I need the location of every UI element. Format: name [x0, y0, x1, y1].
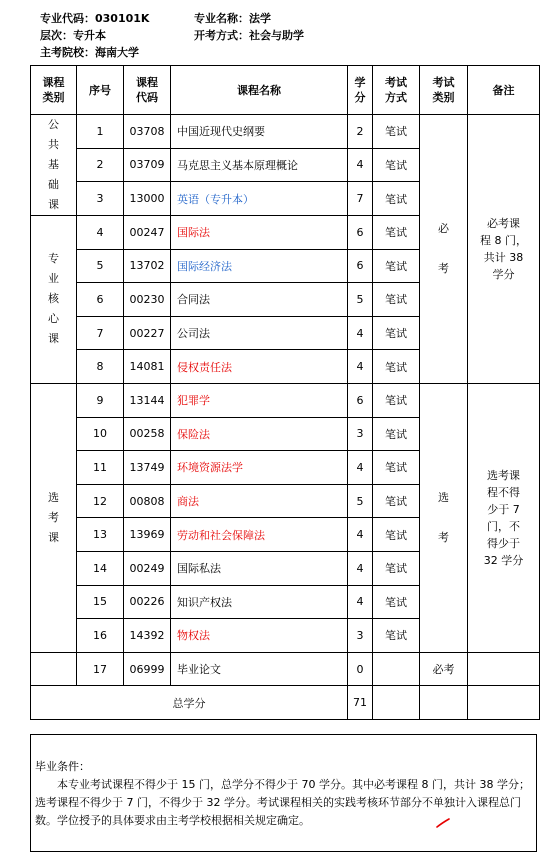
col-name: 课程名称 [171, 66, 348, 115]
seq-cell: 14 [77, 551, 124, 585]
code-cell: 00258 [124, 417, 171, 451]
method-cell: 笔试 [373, 518, 420, 552]
seq-cell: 15 [77, 585, 124, 619]
major-code: 专业代码：030101K [40, 12, 150, 25]
total-row [31, 686, 540, 720]
credit-cell: 7 [348, 182, 373, 216]
graduation-conditions [30, 734, 537, 852]
seq-cell: 10 [77, 417, 124, 451]
credit-cell: 6 [348, 216, 373, 250]
exam-type: 开考方式：社会与助学 [194, 29, 304, 42]
course-name: 犯罪学 [171, 383, 348, 417]
graduation-title: 毕业条件： [35, 760, 90, 773]
method-cell [373, 652, 420, 686]
method-cell: 笔试 [373, 283, 420, 317]
course-name: 中国近现代史纲要 [171, 115, 348, 149]
remark-required: 必考课 程 8 门， 共计 38 学分 [468, 115, 540, 384]
course-name: 知识产权法 [171, 585, 348, 619]
code-cell: 00808 [124, 484, 171, 518]
method-cell: 笔试 [373, 350, 420, 384]
category-empty [31, 652, 77, 686]
seq-cell: 6 [77, 283, 124, 317]
seq-cell: 9 [77, 383, 124, 417]
seq-cell: 4 [77, 216, 124, 250]
total-empty [373, 686, 420, 720]
credit-cell: 4 [348, 350, 373, 384]
code-cell: 00230 [124, 283, 171, 317]
credit-cell: 4 [348, 518, 373, 552]
col-remark: 备注 [468, 66, 540, 115]
method-cell: 笔试 [373, 316, 420, 350]
code-cell: 00249 [124, 551, 171, 585]
course-name: 国际法 [171, 216, 348, 250]
seq-cell: 1 [77, 115, 124, 149]
exam-category-required: 必 考 [420, 115, 468, 384]
course-name: 商法 [171, 484, 348, 518]
credit-cell: 6 [348, 383, 373, 417]
method-cell: 笔试 [373, 249, 420, 283]
col-credit: 学 分 [348, 66, 373, 115]
major-name: 专业名称：法学 [194, 12, 271, 25]
table-row [31, 115, 540, 149]
method-cell: 笔试 [373, 484, 420, 518]
method-cell: 笔试 [373, 383, 420, 417]
course-name: 国际经济法 [171, 249, 348, 283]
method-cell: 笔试 [373, 148, 420, 182]
credit-cell: 4 [348, 585, 373, 619]
course-name: 侵权责任法 [171, 350, 348, 384]
seq-cell: 13 [77, 518, 124, 552]
code-cell: 13000 [124, 182, 171, 216]
method-cell: 笔试 [373, 619, 420, 653]
credit-cell: 3 [348, 417, 373, 451]
category-public: 公 共 基 础 课 [31, 115, 77, 216]
seq-cell: 11 [77, 451, 124, 485]
total-empty [468, 686, 540, 720]
exam-category-elective: 选 考 [420, 383, 468, 652]
pen-stroke-mark [436, 818, 450, 828]
code-cell: 00247 [124, 216, 171, 250]
col-code: 课程 代码 [124, 66, 171, 115]
course-name: 保险法 [171, 417, 348, 451]
code-cell: 13702 [124, 249, 171, 283]
table-header-row [31, 66, 540, 115]
graduation-text: 本专业考试课程不得少于 15 门，总学分不得少于 70 学分。其中必考课程 8 门，共计 38 学分；选考课程不得少于 7 门，不得少于 32 学分。考试课程相关的实践考核环节部分不单独计入课程总门数。学位授予的具体要求由主考学校根据相关规定确定。 [35, 778, 530, 827]
method-cell: 笔试 [373, 585, 420, 619]
seq-cell: 16 [77, 619, 124, 653]
remark-empty [468, 652, 540, 686]
credit-cell: 3 [348, 619, 373, 653]
code-cell: 13969 [124, 518, 171, 552]
table-row [31, 652, 540, 686]
code-cell: 13749 [124, 451, 171, 485]
credit-cell: 6 [348, 249, 373, 283]
course-name: 英语（专升本） [171, 182, 348, 216]
seq-cell: 3 [77, 182, 124, 216]
credit-cell: 0 [348, 652, 373, 686]
credit-cell: 5 [348, 484, 373, 518]
remark-elective: 选考课 程不得 少于 7 门，不 得少于 32 学分 [468, 383, 540, 652]
category-core: 专 业 核 心 课 [31, 216, 77, 384]
credit-cell: 5 [348, 283, 373, 317]
code-cell: 14081 [124, 350, 171, 384]
seq-cell: 5 [77, 249, 124, 283]
course-name: 毕业论文 [171, 652, 348, 686]
code-cell: 00227 [124, 316, 171, 350]
exam-category-thesis: 必考 [420, 652, 468, 686]
code-cell: 14392 [124, 619, 171, 653]
total-label: 总学分 [31, 686, 348, 720]
col-exam-category: 考试 类别 [420, 66, 468, 115]
col-exam-method: 考试 方式 [373, 66, 420, 115]
seq-cell: 7 [77, 316, 124, 350]
col-seq: 序号 [77, 66, 124, 115]
seq-cell: 2 [77, 148, 124, 182]
method-cell: 笔试 [373, 551, 420, 585]
method-cell: 笔试 [373, 115, 420, 149]
course-name: 物权法 [171, 619, 348, 653]
method-cell: 笔试 [373, 216, 420, 250]
credit-cell: 2 [348, 115, 373, 149]
code-cell: 03709 [124, 148, 171, 182]
course-name: 劳动和社会保障法 [171, 518, 348, 552]
code-cell: 03708 [124, 115, 171, 149]
category-elective: 选 考 课 [31, 383, 77, 652]
code-cell: 00226 [124, 585, 171, 619]
seq-cell: 12 [77, 484, 124, 518]
seq-cell: 17 [77, 652, 124, 686]
credit-cell: 4 [348, 551, 373, 585]
col-category: 课程 类别 [31, 66, 77, 115]
course-name: 环境资源法学 [171, 451, 348, 485]
method-cell: 笔试 [373, 417, 420, 451]
level: 层次：专升本 [40, 29, 106, 42]
curriculum-table [30, 65, 540, 720]
seq-cell: 8 [77, 350, 124, 384]
table-row [31, 383, 540, 417]
credit-cell: 4 [348, 148, 373, 182]
credit-cell: 4 [348, 316, 373, 350]
method-cell: 笔试 [373, 451, 420, 485]
total-value: 71 [348, 686, 373, 720]
course-name: 公司法 [171, 316, 348, 350]
total-empty [420, 686, 468, 720]
code-cell: 06999 [124, 652, 171, 686]
method-cell: 笔试 [373, 182, 420, 216]
course-name: 马克思主义基本原理概论 [171, 148, 348, 182]
school: 主考院校：海南大学 [40, 46, 139, 59]
course-name: 合同法 [171, 283, 348, 317]
course-name: 国际私法 [171, 551, 348, 585]
credit-cell: 4 [348, 451, 373, 485]
code-cell: 13144 [124, 383, 171, 417]
